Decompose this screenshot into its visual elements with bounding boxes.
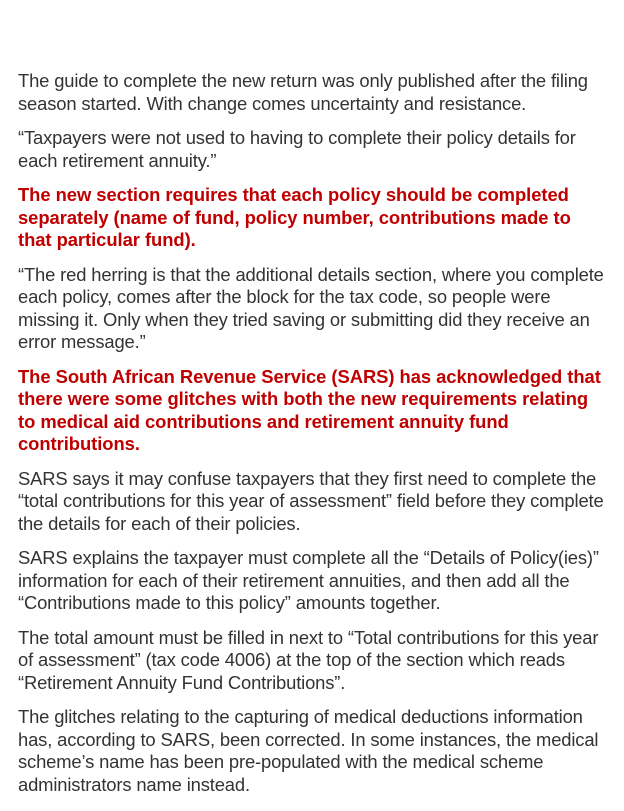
paragraph-red-herring-quote: “The red herring is that the additional details section, where you complete each policy, comes after the block for the tax code, so people were missing it. Only when they tried saving or submitting did they receive an error message.” xyxy=(18,263,604,352)
paragraph-guide-published: The guide to complete the new return was only published after the filing season started. With change comes uncertainty and resistance. xyxy=(18,70,588,114)
highlight-new-section-requirement: The new section requires that each policy should be completed separately (name of fund, policy number, contributions made to that particular fund). xyxy=(18,184,571,250)
paragraph-medical-glitches: The glitches relating to the capturing of medical deductions information has, according to SARS, been corrected. In some instances, the medical scheme’s name has been pre-populated with the medical scheme administrators name instead. xyxy=(18,706,599,795)
paragraph-sars-confusion: SARS says it may confuse taxpayers that they first need to complete the “total contributions for this year of assessment” field before they complete the details for each of their policies. xyxy=(18,467,604,534)
paragraph-taxpayer-quote: “Taxpayers were not used to having to complete their policy details for each retirement annuity.” xyxy=(18,127,576,171)
highlight-sars-acknowledgement: The South African Revenue Service (SARS) has acknowledged that there were some glitches with both the new requirements relating to medical aid contributions and retirement annuity fund contributions. xyxy=(18,365,601,454)
paragraph-total-amount: The total amount must be filled in next to “Total contributions for this year of assessment” (tax code 4006) at the top of the section which reads “Retirement Annuity Fund Contributions”. xyxy=(18,626,599,693)
paragraph-sars-explains: SARS explains the taxpayer must complete all the “Details of Policy(ies)” information for each of their retirement annuities, and then add all the “Contributions made to this policy” amounts together. xyxy=(18,547,599,613)
article-body xyxy=(18,70,608,808)
